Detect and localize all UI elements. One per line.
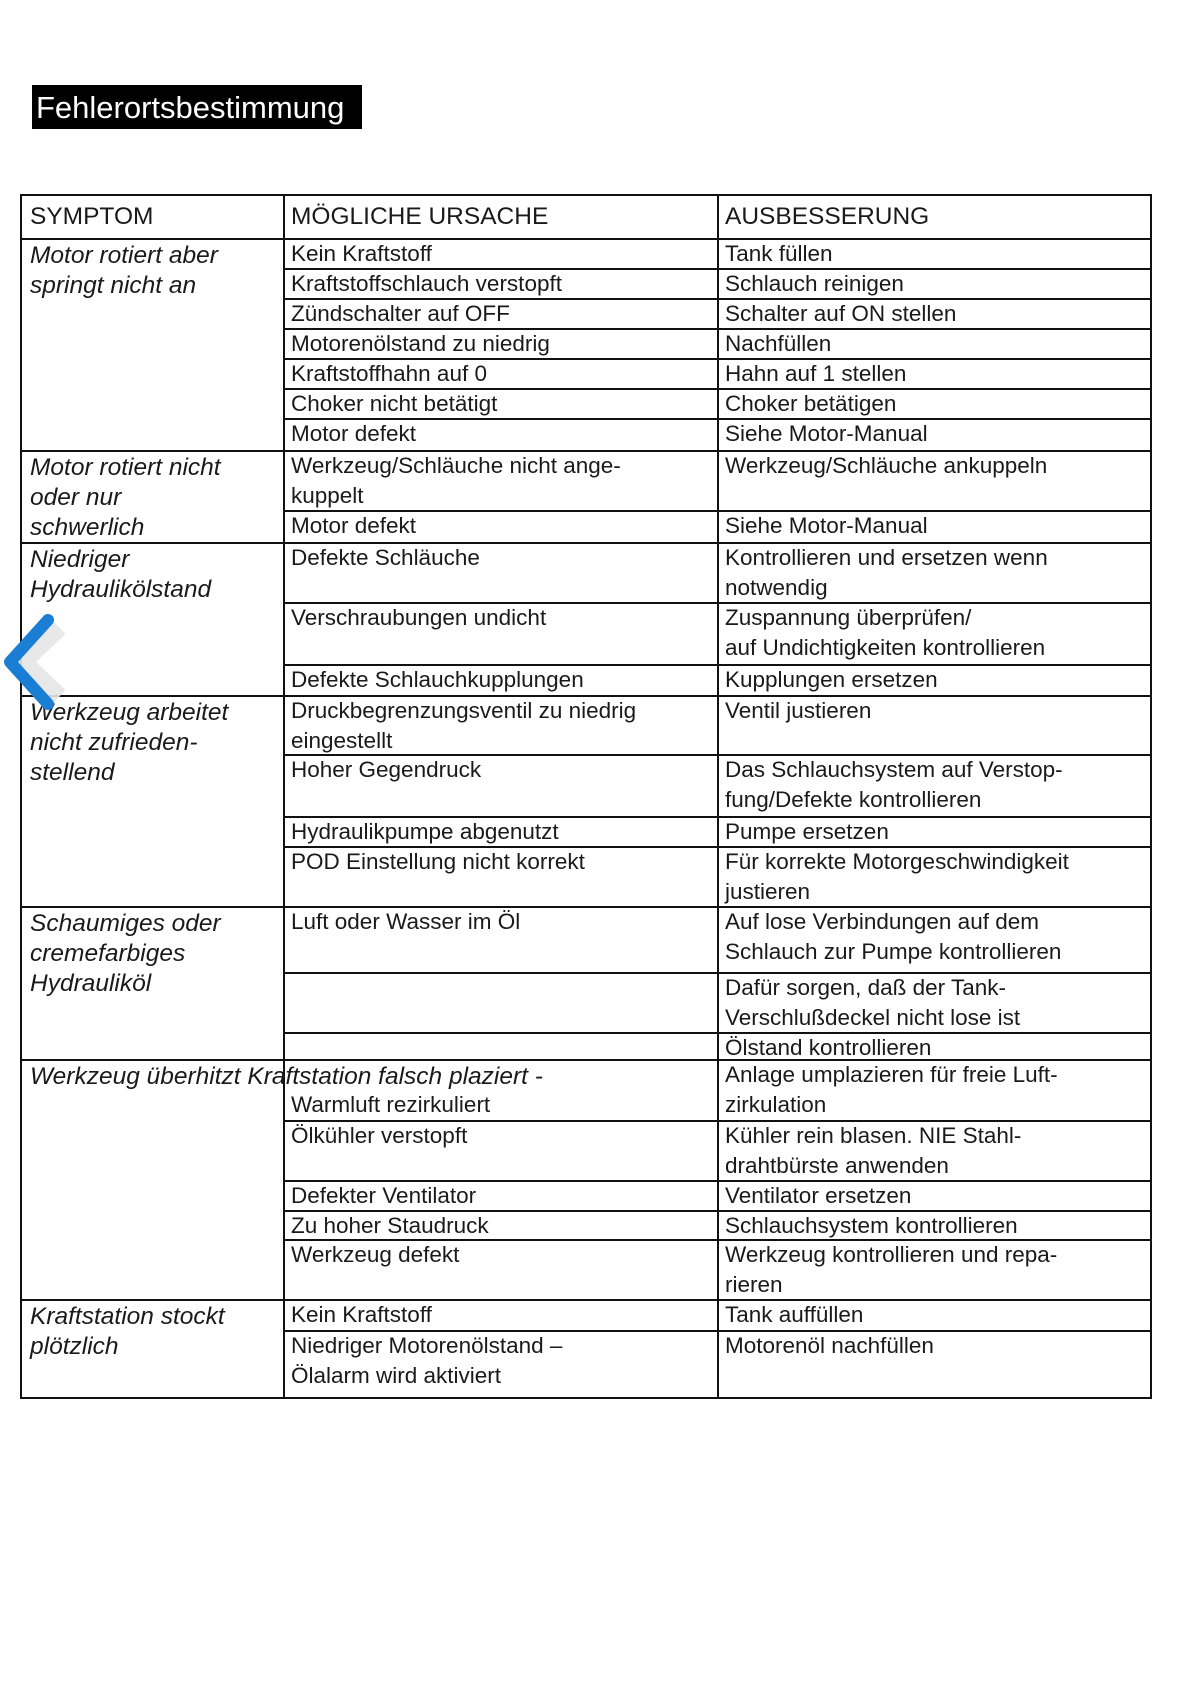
cause-cell: Ölkühler verstopft [291, 1123, 468, 1148]
troubleshooting-table [20, 194, 1152, 1399]
header-remedy: AUSBESSERUNG [725, 203, 930, 230]
remedy-cell: Kupplungen ersetzen [725, 667, 938, 692]
cause-cell: Motor defekt [291, 421, 417, 446]
symptom-cell: Motor rotiert nicht oder nur schwerlich [30, 454, 221, 541]
symptom-cell: Motor rotiert aber springt nicht an [30, 242, 218, 299]
remedy-cell: Werkzeug kontrollieren und repa- rieren [725, 1242, 1058, 1297]
cause-cell: Druckbegrenzungsventil zu niedrig eingestellt [291, 698, 637, 753]
remedy-cell: Schlauch reinigen [725, 271, 904, 296]
remedy-cell: Tank auffüllen [725, 1302, 864, 1327]
cause-cell: Werkzeug/Schläuche nicht ange- kuppelt [291, 453, 621, 508]
table-grid [22, 196, 1150, 1397]
remedy-cell: Schalter auf ON stellen [725, 301, 957, 326]
remedy-cell: Anlage umplazieren für freie Luft- zirkulation [725, 1062, 1058, 1117]
remedy-cell: Kontrollieren und ersetzen wenn notwendig [725, 545, 1048, 600]
cause-cell: Zündschalter auf OFF [291, 301, 510, 326]
remedy-cell: Für korrekte Motorgeschwindigkeit justieren [725, 849, 1069, 904]
remedy-cell: Pumpe ersetzen [725, 819, 889, 844]
remedy-cell: Dafür sorgen, daß der Tank- Verschlußdeckel nicht lose ist [725, 975, 1021, 1030]
cause-cell: Defekter Ventilator [291, 1183, 477, 1208]
cause-cell: Luft oder Wasser im Öl [291, 909, 521, 934]
symptom-cell: Werkzeug überhitzt Kraftstation falsch plaziert - [30, 1063, 543, 1090]
cause-cell: Verschraubungen undicht [291, 605, 547, 630]
chevron-left-icon[interactable] [0, 612, 70, 712]
remedy-cell: Das Schlauchsystem auf Verstop- fung/Defekte kontrollieren [725, 757, 1063, 812]
remedy-cell: Ventilator ersetzen [725, 1183, 912, 1208]
cause-cell: POD Einstellung nicht korrekt [291, 849, 585, 874]
remedy-cell: Siehe Motor-Manual [725, 421, 928, 446]
remedy-cell: Choker betätigen [725, 391, 897, 416]
header-symptom: SYMPTOM [30, 203, 154, 230]
remedy-cell: Nachfüllen [725, 331, 832, 356]
remedy-cell: Tank füllen [725, 241, 833, 266]
symptom-cell: Werkzeug arbeitet nicht zufrieden- stellend [30, 699, 229, 786]
remedy-cell: Ventil justieren [725, 698, 872, 723]
remedy-cell: Hahn auf 1 stellen [725, 361, 907, 386]
remedy-cell: Kühler rein blasen. NIE Stahl- drahtbürste anwenden [725, 1123, 1022, 1178]
symptom-cell: Kraftstation stockt plötzlich [30, 1303, 225, 1360]
symptom-cell: Niedriger Hydraulikölstand [30, 546, 212, 603]
cause-cell: Kraftstoffschlauch verstopft [291, 271, 562, 296]
remedy-cell: Siehe Motor-Manual [725, 513, 928, 538]
cause-cell: Motorenölstand zu niedrig [291, 331, 550, 356]
cause-cell: Niedriger Motorenölstand – Ölalarm wird aktiviert [291, 1333, 563, 1388]
cause-cell: Motor defekt [291, 513, 417, 538]
remedy-cell: Schlauchsystem kontrollieren [725, 1213, 1018, 1238]
page-title: Fehlerortsbestimmung [32, 85, 362, 129]
header-cause: MÖGLICHE URSACHE [291, 203, 549, 230]
remedy-cell: Werkzeug/Schläuche ankuppeln [725, 453, 1048, 478]
cause-cell: Werkzeug defekt [291, 1242, 460, 1267]
remedy-cell: Zuspannung überprüfen/ auf Undichtigkeiten kontrollieren [725, 605, 1046, 660]
cause-cell: Defekte Schläuche [291, 545, 480, 570]
cause-cell: Zu hoher Staudruck [291, 1213, 489, 1238]
cause-cell: Warmluft rezirkuliert [291, 1092, 491, 1117]
cause-cell: Kein Kraftstoff [291, 241, 432, 266]
remedy-cell: Motorenöl nachfüllen [725, 1333, 934, 1358]
cause-cell: Hoher Gegendruck [291, 757, 482, 782]
symptom-cell: Schaumiges oder cremefarbiges Hydrauliköl [30, 910, 221, 997]
cause-cell: Kein Kraftstoff [291, 1302, 432, 1327]
remedy-cell: Auf lose Verbindungen auf dem Schlauch zur Pumpe kontrollieren [725, 909, 1062, 964]
cause-cell: Kraftstoffhahn auf 0 [291, 361, 487, 386]
remedy-cell: Ölstand kontrollieren [725, 1035, 932, 1060]
cause-cell: Defekte Schlauchkupplungen [291, 667, 584, 692]
cause-cell: Choker nicht betätigt [291, 391, 498, 416]
cause-cell: Hydraulikpumpe abgenutzt [291, 819, 559, 844]
